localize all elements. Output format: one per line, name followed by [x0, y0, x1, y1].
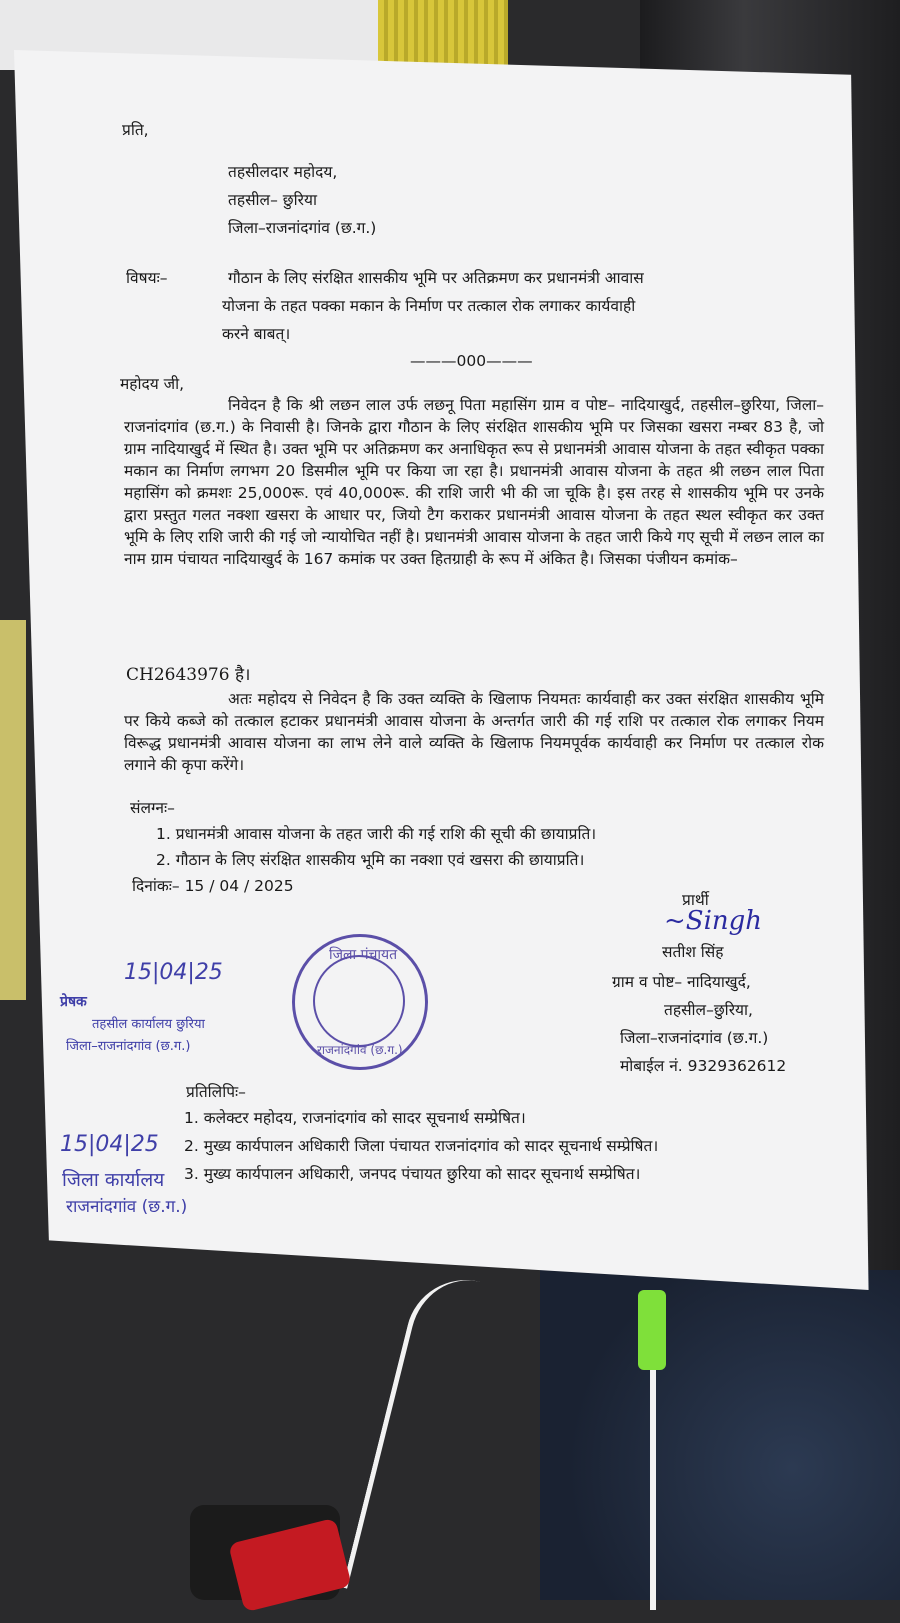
- tehsil-stamp-line-2: तहसील कार्यालय छुरिया: [92, 1017, 205, 1032]
- separator: ———000———: [410, 352, 533, 370]
- recipient-line-1: तहसीलदार महोदय,: [228, 163, 338, 181]
- body-paragraph-2: अतः महोदय से निवेदन है कि उक्त व्यक्ति के खिलाफ नियमतः कार्यवाही कर उक्त संरक्षित शासकीय भूमि पर किये कब्जे को तत्काल हटाकर प्रधानमंत्री आवास योजना के अन्तर्गत जारी की गई राशि पर तत्काल रोक लगाकर नियम विरूद्ध प्रधानमंत्री आवास योजना का लाभ लेने वाले व्यक्ति के खिलाफ नियमपूर्वक कार्यवाही कर निर्माण पर तत्काल रोक लगाने की कृपा करेंगे।: [124, 690, 824, 774]
- applicant-name: सतीश सिंह: [662, 943, 724, 961]
- to-label: प्रति,: [122, 121, 149, 139]
- collector-stamp-line-2: राजनांदगांव (छ.ग.): [66, 1197, 188, 1217]
- copy-item-1: 1. कलेक्टर महोदय, राजनांदगांव को सादर सूचनार्थ सम्प्रेषित।: [184, 1109, 526, 1127]
- copy-item-2: 2. मुख्य कार्यपालन अधिकारी जिला पंचायत राजनांदगांव को सादर सूचनार्थ सम्प्रेषित।: [184, 1137, 659, 1155]
- tehsil-stamp-line-3: जिला–राजनांदगांव (छ.ग.): [66, 1039, 191, 1054]
- applicant-address-3: जिला–राजनांदगांव (छ.ग.): [620, 1029, 769, 1047]
- body-paragraph-1: निवेदन है कि श्री लछन लाल उर्फ लछनू पिता महासिंग ग्राम व पोष्ट– नादियाखुर्द, तहसील–छुरिया, जिला–राजनांदगांव (छ.ग.) के निवासी है। जिनके द्वारा गौठान के लिए संरक्षित शासकीय भूमि पर जिसका खसरा नम्बर 83 है, जो ग्राम नादियाखुर्द में स्थित है। उक्त भूमि पर अतिक्रमण कर अनाधिकृत रूप से प्रधानमंत्री आवास योजना के तहत स्वीकृत पक्का मकान का निर्माण लगभग 20 डिसमील भूमि पर किया जा रहा है। प्रधानमंत्री आवास योजना के तहत श्री लछन लाल पिता महासिंग को क्रमशः 25,000रू. एवं 40,000रू. की राशि जारी भी की जा चूकि है। इस तरह से शासकीय भूमि पर उनके द्वारा प्रस्तुत गलत नक्शा खसरा के आधार पर, जियो टैग कराकर प्रधानमंत्री आवास योजना के तहत स्थल स्वीकृत कर उक्त भूमि के लिए राशि जारी की गई जो न्यायोचित नहीं है। प्रधानमंत्री आवास योजना के तहत जारी किये गए सूची में लछन लाल का नाम ग्राम पंचायत नादियाखुर्द के 167 कमांक पर उक्त हितग्राही के रूप में अंकित है। जिसका पंजीयन कमांक–: [124, 396, 824, 568]
- subject-label: विषयः–: [126, 269, 168, 287]
- applicant-address-2: तहसील–छुरिया,: [664, 1001, 753, 1019]
- subject-line-3: करने बाबत्।: [222, 325, 291, 343]
- copy-label: प्रतिलिपिः–: [186, 1083, 246, 1101]
- stamp-bottom-text: राजनांदगांव (छ.ग.): [317, 1043, 403, 1057]
- stamp-inner-ring: [313, 955, 405, 1047]
- tehsil-stamp-date: 15|04|25: [124, 960, 223, 985]
- applicant-address-1: ग्राम व पोष्ट– नादियाखुर्द,: [612, 973, 751, 991]
- recipient-line-2: तहसील– छुरिया: [228, 191, 317, 209]
- recipient-line-3: जिला–राजनांदगांव (छ.ग.): [228, 219, 377, 237]
- panchayat-round-stamp: [292, 934, 428, 1070]
- registration-number: CH2643976 है।: [126, 665, 251, 685]
- salutation: महोदय जी,: [120, 375, 185, 393]
- letter-date: दिनांकः– 15 / 04 / 2025: [132, 877, 294, 895]
- tehsil-stamp-line-1: प्रेषक: [60, 994, 87, 1010]
- applicant-signature: ~Singh: [664, 906, 763, 936]
- enclosure-item-2: 2. गौठान के लिए संरक्षित शासकीय भूमि का नक्शा एवं खसरा की छायाप्रति।: [156, 851, 585, 869]
- subject-line-2: योजना के तहत पक्का मकान के निर्माण पर तत्काल रोक लगाकर कार्यवाही: [222, 297, 636, 315]
- enclosure-label: संलग्नः–: [130, 799, 175, 817]
- enclosure-item-1: 1. प्रधानमंत्री आवास योजना के तहत जारी की गई राशि की सूची की छायाप्रति।: [156, 825, 597, 843]
- applicant-mobile: मोबाईल नं. 9329362612: [620, 1057, 787, 1075]
- applicant-label: प्रार्थी: [682, 891, 709, 909]
- copy-item-3: 3. मुख्य कार्यपालन अधिकारी, जनपद पंचायत छुरिया को सादर सूचनार्थ सम्प्रेषित।: [184, 1165, 641, 1183]
- stamp-top-text: जिला पंचायत: [329, 947, 398, 963]
- subject-line-1: गौठान के लिए संरक्षित शासकीय भूमि पर अतिक्रमण कर प्रधानमंत्री आवास: [228, 269, 644, 287]
- collector-stamp-date: 15|04|25: [60, 1132, 159, 1157]
- collector-stamp-line-1: जिला कार्यालय: [62, 1169, 165, 1191]
